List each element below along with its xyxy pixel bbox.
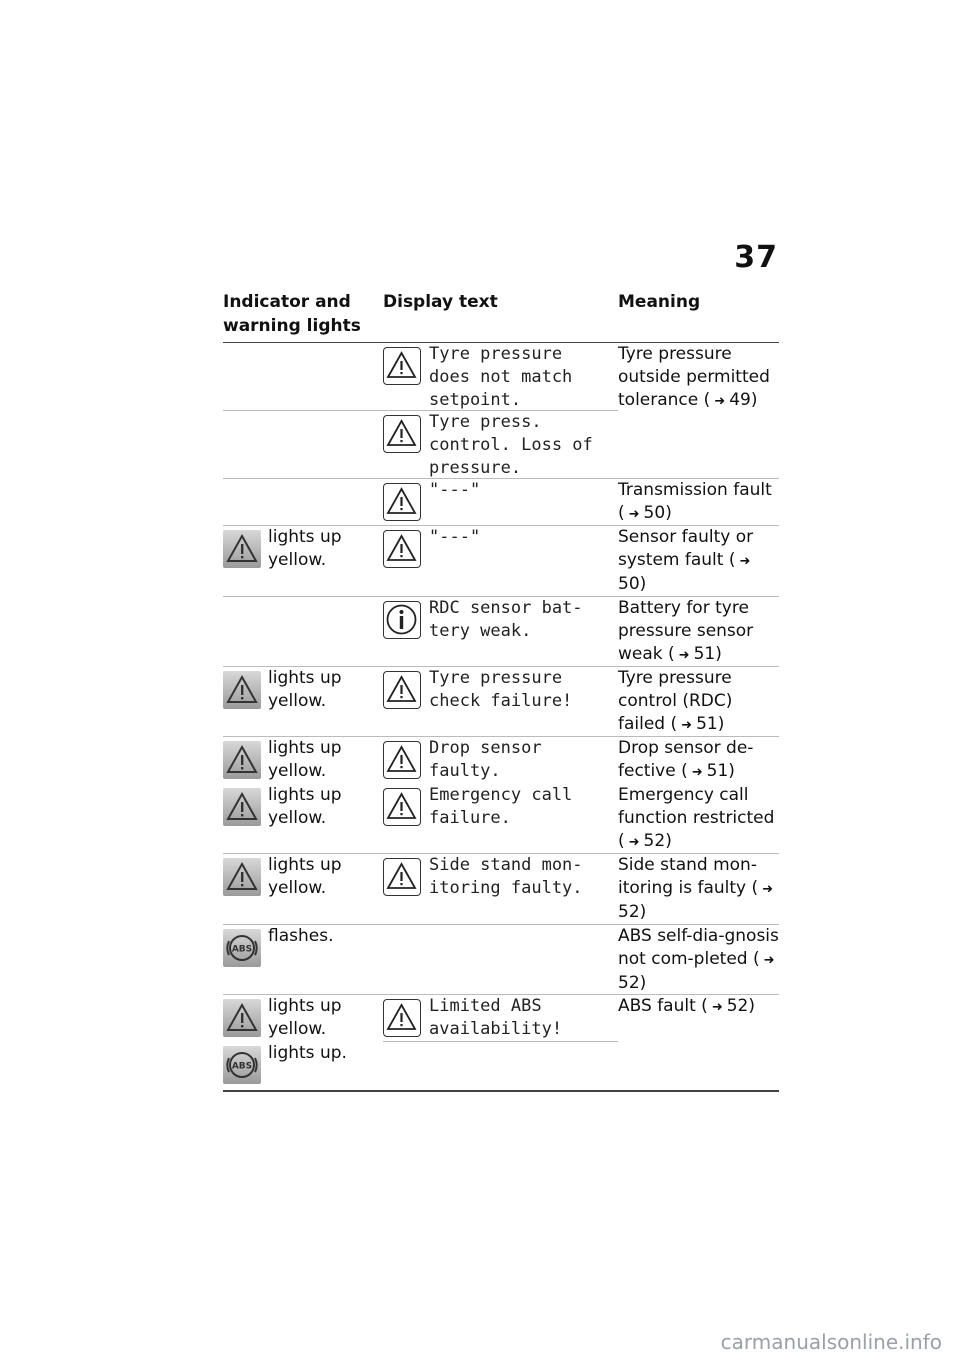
- warning-display-icon: [383, 671, 421, 709]
- abs-lamp-icon: [223, 929, 261, 967]
- page-reference-number: 49: [729, 390, 751, 410]
- page-reference[interactable]: ( ➜ 49): [698, 390, 757, 410]
- table-body: [223, 343, 779, 1089]
- display-text: Limited ABS availability!: [429, 996, 563, 1039]
- warning-lamp-icon: [223, 671, 261, 709]
- meaning-text: Drop sensor de-fective: [618, 738, 754, 781]
- table-row: [223, 479, 779, 526]
- table-row: [223, 667, 779, 737]
- warning-display-icon: [383, 788, 421, 826]
- warning-display-icon: [383, 999, 421, 1037]
- table-row: [223, 411, 779, 479]
- display-text: "---": [429, 527, 481, 547]
- meaning-cell: [618, 343, 779, 413]
- page-reference-number: 51: [696, 714, 718, 734]
- arrow-right-icon: ➜: [763, 953, 775, 968]
- page-reference-number: 52: [618, 902, 640, 922]
- meaning-cell: [618, 479, 779, 526]
- meaning-text: Battery for tyre pressure sensor weak: [618, 598, 754, 664]
- page-number: 37: [734, 240, 778, 275]
- meaning-cell: [618, 667, 779, 737]
- display-text: Side stand mon-itoring faulty.: [429, 855, 583, 898]
- header-display: Display text: [383, 292, 498, 312]
- meaning-cell: [618, 925, 779, 995]
- warning-display-icon: [383, 741, 421, 779]
- display-text: "---": [429, 480, 481, 500]
- page-reference[interactable]: ( ➜52): [618, 878, 774, 922]
- lamp-state-label: lights up yellow.: [268, 527, 342, 570]
- page-reference-number: 50: [643, 503, 666, 523]
- warning-lamp-icon: [223, 530, 261, 568]
- lamp-state-label: lights up yellow.: [268, 996, 342, 1039]
- meaning-cell: [618, 995, 779, 1019]
- meaning-text: Sensor faulty or system fault: [618, 527, 754, 570]
- page-reference-number: 51: [706, 761, 729, 781]
- meaning-text: Side stand mon-itoring is faulty: [618, 855, 757, 898]
- warning-display-icon: [383, 347, 421, 385]
- meaning-text: ABS self-dia-gnosis not com-pleted: [618, 926, 779, 969]
- warning-lamp-icon: [223, 741, 261, 779]
- page-reference-number: 52: [618, 973, 640, 993]
- arrow-right-icon: ➜: [691, 765, 703, 780]
- meaning-text: Tyre pressure outside permitted tolerance: [618, 344, 770, 410]
- warning-display-icon: [383, 415, 421, 453]
- display-text: Drop sensor faulty.: [429, 738, 542, 781]
- table-row: [223, 784, 779, 854]
- header-meaning: Meaning: [618, 292, 701, 312]
- warning-lamp-icon: [223, 788, 261, 826]
- svg-text:ABS: ABS: [231, 944, 253, 955]
- meaning-cell: [618, 526, 779, 596]
- meaning-cell: [618, 737, 779, 784]
- meaning-cell: [618, 854, 779, 924]
- page-reference-number: 52: [643, 831, 666, 851]
- arrow-right-icon: ➜: [628, 835, 640, 850]
- lamp-state-label: lights up yellow.: [268, 785, 342, 828]
- page-reference[interactable]: ( ➜52): [618, 949, 775, 993]
- indicator-table: [223, 290, 779, 1089]
- arrow-right-icon: ➜: [739, 554, 751, 569]
- warning-display-icon: [383, 858, 421, 896]
- page-reference-number: 51: [693, 644, 716, 664]
- watermark: carmanualsonline.info: [720, 1330, 942, 1354]
- warning-lamp-icon: [223, 858, 261, 896]
- lamp-state-label: flashes.: [268, 926, 334, 946]
- display-text: Tyre pressure check failure!: [429, 668, 573, 711]
- lamp-state-label: lights up.: [268, 1043, 347, 1063]
- lamp-state-label: lights up yellow.: [268, 855, 342, 898]
- table-row: [223, 995, 779, 1042]
- table-row: [223, 526, 779, 597]
- info-display-icon: [383, 601, 421, 639]
- page-reference[interactable]: ( ➜50): [618, 550, 751, 594]
- display-text: RDC sensor bat-tery weak.: [429, 598, 583, 641]
- arrow-right-icon: ➜: [714, 394, 726, 409]
- table-row: [223, 737, 779, 784]
- svg-text:ABS: ABS: [231, 1061, 253, 1072]
- header-indicator: Indicator and warning lights: [223, 292, 361, 336]
- lamp-state-label: lights up yellow.: [268, 668, 342, 711]
- page-reference[interactable]: ( ➜ 52): [696, 996, 755, 1016]
- arrow-right-icon: ➜: [678, 648, 690, 663]
- arrow-right-icon: ➜: [711, 1000, 723, 1015]
- warning-display-icon: [383, 530, 421, 568]
- arrow-right-icon: ➜: [681, 718, 693, 733]
- meaning-text: Tyre pressure control (RDC) failed: [618, 668, 733, 734]
- table-row: [223, 1042, 779, 1089]
- meaning-text: ABS fault: [618, 996, 696, 1016]
- table-row: [223, 343, 779, 411]
- page-reference[interactable]: ( ➜ 51): [665, 714, 724, 734]
- arrow-right-icon: ➜: [762, 882, 774, 897]
- table-header: [223, 290, 779, 343]
- warning-display-icon: [383, 483, 421, 521]
- table-bottom-rule: [223, 1090, 779, 1092]
- meaning-cell: [618, 784, 779, 854]
- meaning-text: Transmission fault: [618, 480, 772, 500]
- display-text: Emergency call failure.: [429, 785, 573, 828]
- page-reference-number: 50: [618, 574, 640, 594]
- meaning-text: Emergency call function restricted: [618, 785, 775, 828]
- display-text: Tyre pressure does not match setpoint.: [429, 344, 573, 410]
- meaning-cell: [618, 597, 779, 667]
- table-row: [223, 597, 779, 667]
- lamp-state-label: lights up yellow.: [268, 738, 342, 781]
- page-reference[interactable]: ( ➜ 51): [676, 761, 735, 781]
- page-reference[interactable]: ( ➜ 51): [663, 644, 722, 664]
- page-reference[interactable]: ( ➜ 50): [618, 503, 672, 523]
- abs-lamp-icon: [223, 1046, 261, 1084]
- warning-lamp-icon: [223, 999, 261, 1037]
- table-row: [223, 925, 779, 995]
- display-text: Tyre press. control. Loss of pressure.: [429, 412, 593, 478]
- table-row: [223, 854, 779, 925]
- page-reference[interactable]: ( ➜ 52): [618, 831, 672, 851]
- arrow-right-icon: ➜: [628, 507, 640, 522]
- page-reference-number: 52: [726, 996, 749, 1016]
